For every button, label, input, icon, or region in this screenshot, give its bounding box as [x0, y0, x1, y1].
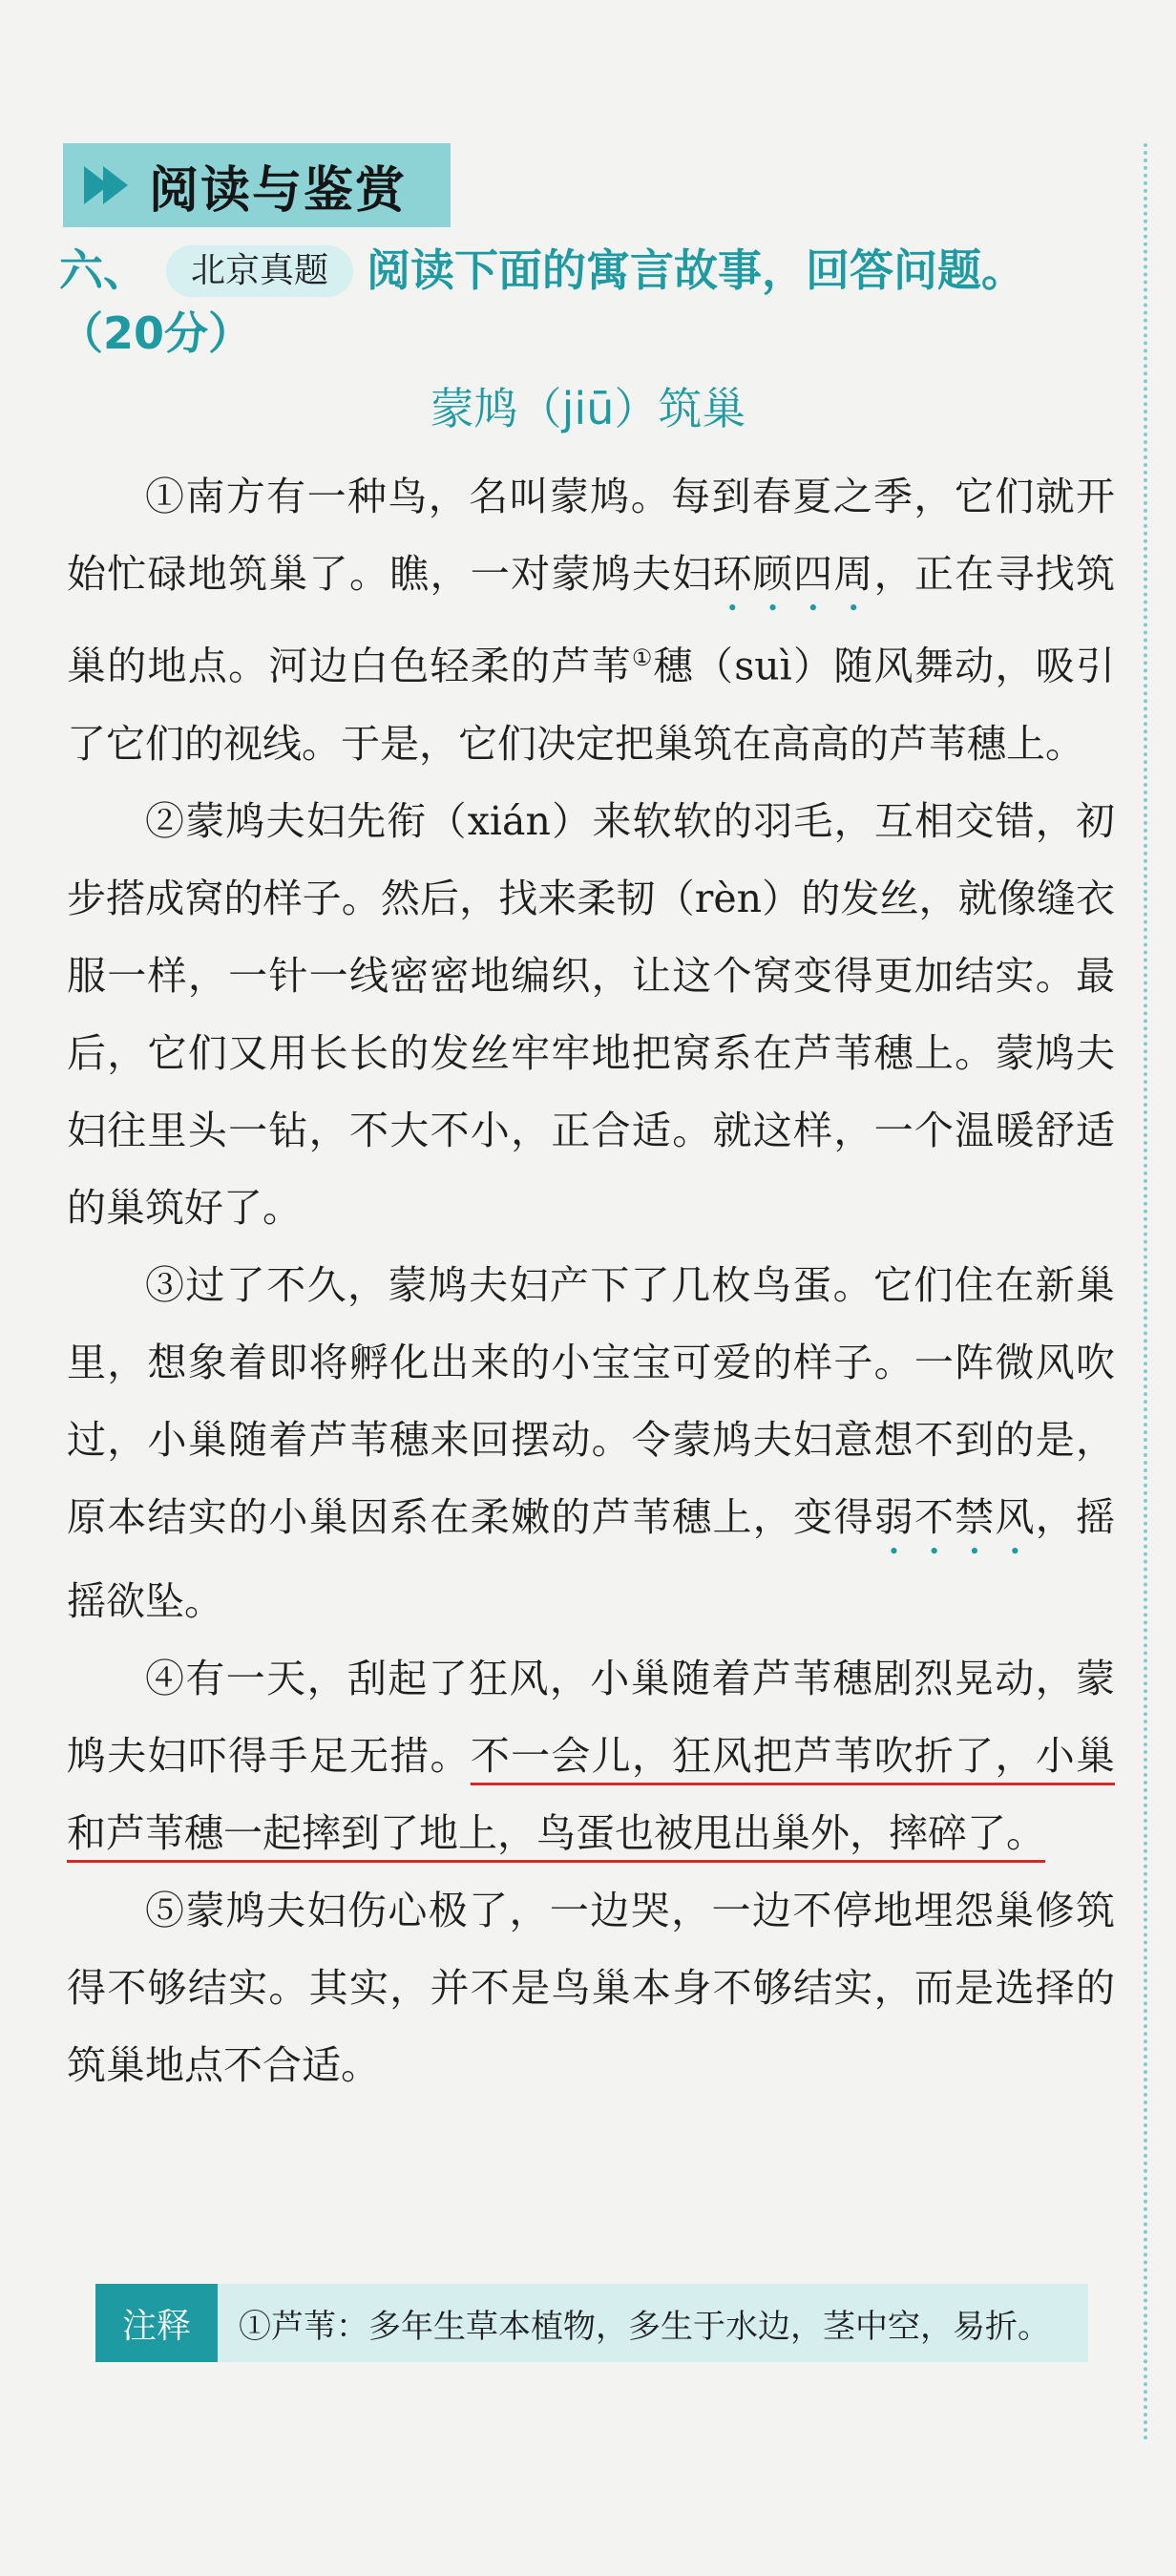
dotted-phrase-huangu: 环顾四周 [712, 551, 874, 597]
footnote-tag: 注释 [95, 2284, 218, 2362]
page-edge-dotted-line [1144, 143, 1147, 2442]
footnote-box [95, 2284, 1088, 2362]
paragraph-4 [67, 1640, 1115, 1872]
question-number: 六、 [59, 244, 147, 296]
paragraph-4-text-a: ④有一天，刮起了狂风，小巢随着芦苇穗剧烈晃动，蒙鸠夫妇吓得手足无措。 [67, 1655, 1115, 1779]
footnote-marker: ① [631, 644, 654, 671]
question-score: （20分） [59, 307, 253, 359]
question-prompt: 阅读下面的寓言故事，回答问题。 [367, 244, 1026, 296]
footnote-text: ①芦苇：多年生草本植物，多生于水边，茎中空，易折。 [239, 2307, 1050, 2346]
source-badge: 北京真题 [166, 245, 353, 297]
paragraph-3 [67, 1247, 1115, 1640]
paragraph-1 [67, 458, 1115, 783]
paragraph-1-text-c: 穗（suì）随风舞动，吸引了它们的视线。于是，它们决定把巢筑在高高的芦苇穗上。 [67, 643, 1115, 767]
section-header [63, 143, 451, 227]
underlined-sentence: 不一会儿，狂风把芦苇吹折了，小巢和芦苇穗一起摔到了地上，鸟蛋也被甩出巢外，摔碎了。 [67, 1732, 1116, 1856]
dotted-phrase-ruobujinfeng: 弱不禁风 [873, 1493, 1036, 1540]
paragraph-3-text-b: ，摇摇欲坠。 [67, 1493, 1116, 1624]
question-heading [59, 239, 1119, 365]
paragraph-3-text-a: ③过了不久，蒙鸠夫妇产下了几枚鸟蛋。它们住在新巢里，想象着即将孵化出来的小宝宝可爱的样子。一阵微风吹过，小巢随着芦苇穗来回摆动。令蒙鸠夫妇意想不到的是，原本结实的小巢因系在柔嫩的芦苇穗上，变得 [67, 1261, 1115, 1540]
paragraph-2: ②蒙鸠夫妇先衔（xián）来软软的羽毛，互相交错，初步搭成窝的样子。然后，找来柔韧（rèn）的发丝，就像缝衣服一样，一针一线密密地编织，让这个窝变得更加结实。最后，它们又用长长的发丝牢牢地把窝系在芦苇穗上。蒙鸠夫妇往里头一钻，不大不小，正合适。就这样，一个温暖舒适的巢筑好了。 [67, 797, 1115, 1231]
story-title: 蒙鸠（jiū）筑巢 [430, 383, 746, 434]
double-arrow-icon [84, 166, 122, 204]
paragraph-5: ⑤蒙鸠夫妇伤心极了，一边哭，一边不停地埋怨巢修筑得不够结实。其实，并不是鸟巢本身不够结实，而是选择的筑巢地点不合适。 [67, 1887, 1115, 2088]
section-title: 阅读与鉴赏 [149, 161, 408, 220]
paragraph-1-text-a: ①南方有一种鸟，名叫蒙鸠。每到春夏之季，它们就开始忙碌地筑巢了。瞧，一对蒙鸠夫妇 [67, 474, 1115, 597]
paragraph-1-text-b: ，正在寻找筑巢的地点。河边白色轻柔的芦苇 [67, 551, 1116, 689]
story-body [67, 458, 1115, 2104]
